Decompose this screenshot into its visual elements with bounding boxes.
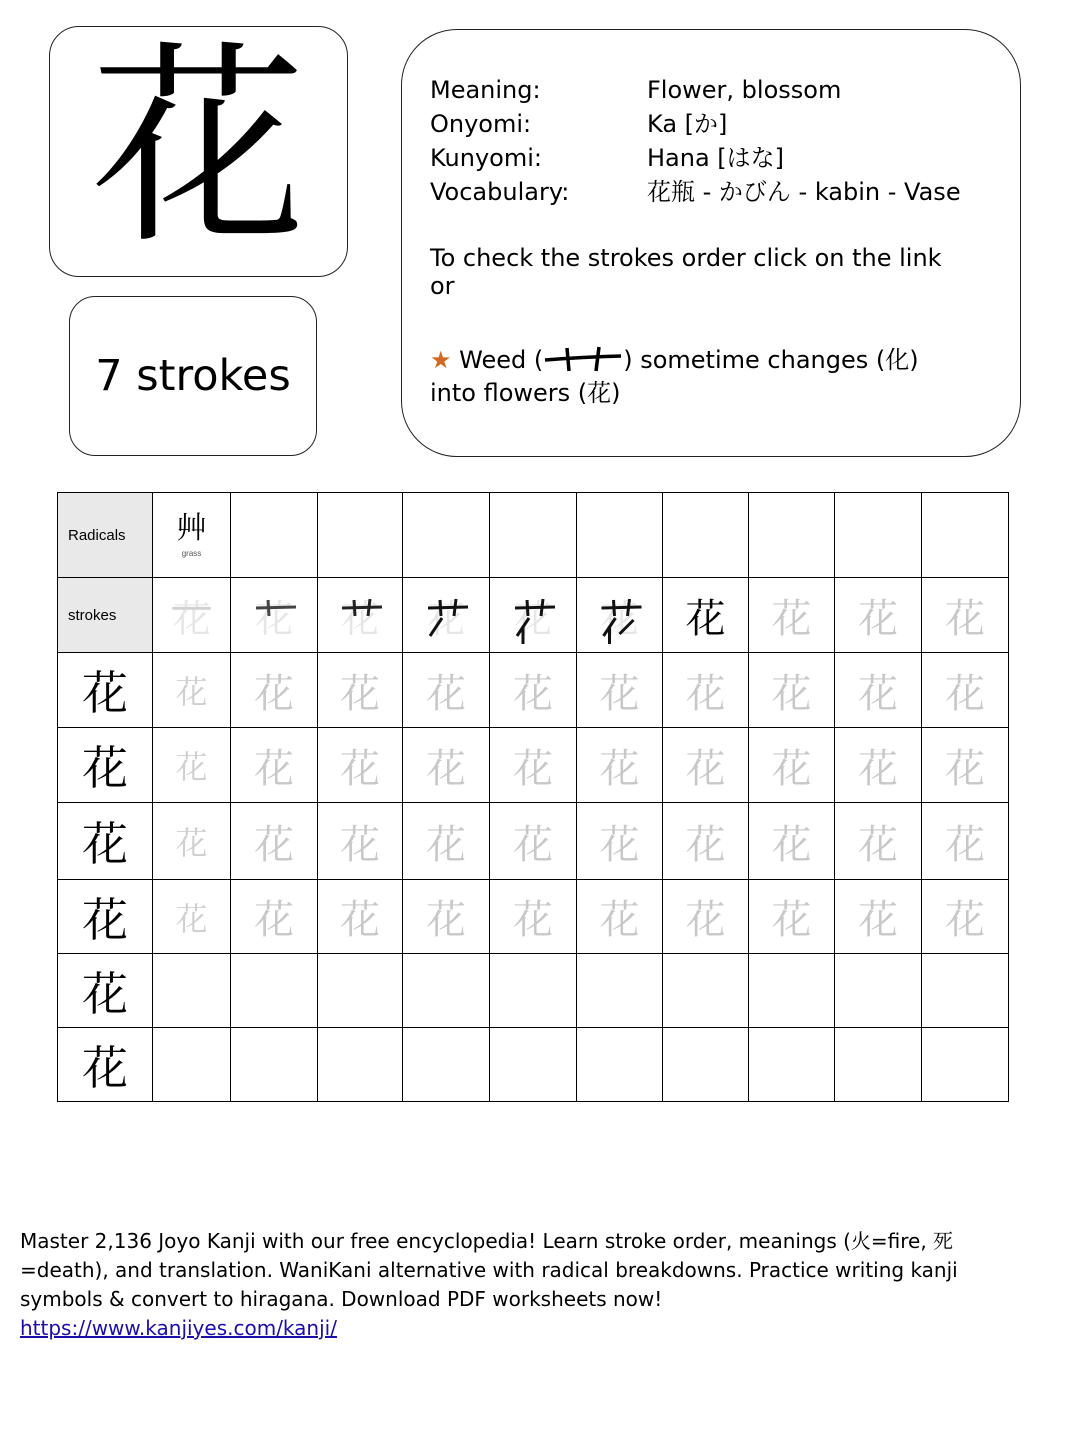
empty-cell — [318, 1028, 403, 1102]
trace-cell — [577, 880, 663, 954]
radicals-header: Radicals — [58, 493, 153, 578]
trace-char: 花 — [599, 670, 640, 717]
trace-cell — [490, 653, 577, 728]
trace-char: 花 — [340, 821, 380, 868]
vocabulary-value: 花瓶 - かびん - kabin - Vase — [647, 178, 961, 206]
empty-cell — [490, 493, 577, 578]
practice-row-blank — [58, 954, 1009, 1028]
empty-cell — [577, 954, 663, 1028]
trace-cell — [835, 653, 922, 728]
empty-cell — [835, 493, 922, 578]
onyomi-value: Ka [か] — [647, 110, 728, 138]
trace-char: 花 — [513, 745, 553, 792]
kanji-display-card — [49, 22, 348, 277]
empty-cell — [231, 1028, 318, 1102]
trace-char: 花 — [858, 745, 898, 792]
trace-cell — [663, 803, 749, 880]
trace-cell — [318, 803, 403, 880]
empty-cell — [577, 1028, 663, 1102]
trace-cell — [153, 803, 231, 880]
trace-cell — [922, 728, 1009, 803]
trace-char: 花 — [945, 897, 985, 943]
trace-char: 花 — [599, 821, 640, 868]
stroke-complete: 花 — [685, 595, 726, 642]
trace-cell — [231, 653, 318, 728]
trace-char: 花 — [599, 745, 640, 792]
model-cell — [58, 803, 153, 880]
trace-char: 花 — [771, 897, 812, 943]
stroke-step-7 — [663, 578, 749, 653]
empty-cell — [749, 493, 835, 578]
trace-cell — [153, 653, 231, 728]
model-cell — [58, 880, 153, 954]
model-char: 花 — [82, 892, 128, 947]
trace-cell — [749, 578, 835, 653]
trace-cell — [749, 728, 835, 803]
stroke-ghost: 花 — [513, 596, 552, 641]
kunyomi-label: Kunyomi: — [430, 144, 542, 172]
trace-cell — [318, 728, 403, 803]
trace-char: 花 — [858, 595, 898, 642]
trace-char: 花 — [771, 821, 812, 868]
stroke-order-link-text[interactable]: To check the strokes order click on the link — [430, 244, 942, 272]
practice-row-blank — [58, 1028, 1009, 1102]
trace-cell — [490, 728, 577, 803]
empty-cell — [749, 1028, 835, 1102]
trace-char: 花 — [945, 821, 985, 868]
stroke-step-1 — [153, 578, 231, 653]
trace-char: 花 — [340, 670, 380, 717]
trace-cell — [231, 728, 318, 803]
empty-cell — [318, 954, 403, 1028]
practice-row — [58, 653, 1009, 728]
trace-char: 花 — [771, 745, 812, 792]
empty-cell — [153, 1028, 231, 1102]
practice-grid — [57, 492, 1009, 1102]
trace-cell — [749, 653, 835, 728]
model-cell — [58, 954, 153, 1028]
stroke-step-2 — [231, 578, 318, 653]
trace-cell — [922, 803, 1009, 880]
radical-name: grass — [181, 548, 202, 558]
radical-cell — [153, 493, 231, 578]
trace-cell — [577, 803, 663, 880]
trace-cell — [577, 653, 663, 728]
weed-radical-image — [543, 344, 623, 372]
stroke-ink — [318, 578, 402, 652]
empty-cell — [490, 1028, 577, 1102]
vocabulary-label: Vocabulary: — [430, 178, 570, 206]
model-char: 花 — [82, 1040, 128, 1095]
empty-cell — [403, 954, 490, 1028]
trace-cell — [153, 880, 231, 954]
stroke-step-3 — [318, 578, 403, 653]
trace-char: 花 — [254, 821, 294, 868]
stroke-count-card — [69, 296, 317, 456]
practice-row — [58, 880, 1009, 954]
trace-char: 花 — [175, 748, 208, 786]
radicals-row — [58, 493, 1009, 578]
empty-cell — [663, 954, 749, 1028]
trace-cell — [835, 728, 922, 803]
trace-char: 花 — [685, 897, 726, 943]
stroke-ink — [403, 578, 489, 652]
kanji-large: 花 — [91, 22, 306, 273]
trace-cell — [663, 653, 749, 728]
radical-char: 艸 — [176, 510, 207, 546]
trace-char: 花 — [175, 824, 208, 862]
stroke-count-label: 7 strokes — [95, 351, 291, 401]
trace-char: 花 — [771, 595, 812, 642]
footer-text: Master 2,136 Joyo Kanji with our free encyclopedia! Learn stroke order, meanings (火=fire, 死=death), and translation. WaniKani alternative with radical breakdowns. Practice writing kanji symbols & convert to hiragana. Download PDF worksheets now! — [20, 1229, 958, 1311]
empty-cell — [403, 1028, 490, 1102]
model-char: 花 — [82, 666, 128, 720]
stroke-ghost: 花 — [254, 596, 293, 641]
empty-cell — [922, 1028, 1009, 1102]
trace-cell — [403, 880, 490, 954]
empty-cell — [663, 493, 749, 578]
kunyomi-value: Hana [はな] — [647, 144, 785, 172]
empty-cell — [231, 493, 318, 578]
trace-char: 花 — [426, 897, 466, 943]
stroke-order-note — [430, 244, 950, 300]
trace-char: 花 — [254, 745, 294, 792]
strokes-header: strokes — [58, 578, 153, 653]
meaning-label: Meaning: — [430, 76, 541, 104]
model-cell — [58, 728, 153, 803]
trace-cell — [318, 653, 403, 728]
trace-char: 花 — [685, 670, 726, 717]
empty-cell — [153, 954, 231, 1028]
trace-char: 花 — [858, 897, 898, 943]
stroke-ink — [153, 578, 230, 652]
empty-cell — [835, 1028, 922, 1102]
tip-text-pre: Weed ( — [451, 346, 544, 374]
trace-cell — [318, 880, 403, 954]
trace-cell — [749, 803, 835, 880]
trace-char: 花 — [685, 745, 726, 792]
trace-char: 花 — [513, 897, 553, 943]
empty-cell — [490, 954, 577, 1028]
empty-cell — [749, 954, 835, 1028]
trace-cell — [663, 728, 749, 803]
trace-cell — [231, 803, 318, 880]
stroke-ink — [490, 578, 576, 652]
trace-char: 花 — [340, 745, 380, 792]
trace-cell — [403, 803, 490, 880]
trace-char: 花 — [945, 745, 985, 792]
trace-char: 花 — [175, 673, 208, 711]
model-char: 花 — [82, 741, 128, 795]
stroke-ink — [231, 578, 317, 652]
trace-cell — [403, 728, 490, 803]
model-cell — [58, 1028, 153, 1102]
trace-char: 花 — [771, 670, 812, 717]
star-icon: ★ — [430, 346, 452, 374]
empty-cell — [835, 954, 922, 1028]
trace-char: 花 — [426, 821, 466, 868]
stroke-step-4 — [403, 578, 490, 653]
stroke-order-or: or — [430, 272, 455, 300]
trace-cell — [749, 880, 835, 954]
trace-cell — [403, 653, 490, 728]
footer — [20, 1227, 960, 1343]
trace-cell — [153, 728, 231, 803]
trace-char: 花 — [858, 821, 898, 868]
meaning-value: Flower, blossom — [647, 76, 842, 104]
trace-cell — [922, 880, 1009, 954]
trace-cell — [490, 880, 577, 954]
trace-cell — [922, 653, 1009, 728]
stroke-ghost: 花 — [172, 596, 211, 641]
trace-char: 花 — [945, 595, 985, 642]
stroke-step-5 — [490, 578, 577, 653]
trace-char: 花 — [513, 821, 553, 868]
trace-char: 花 — [945, 670, 985, 717]
info-card — [401, 29, 1021, 457]
empty-cell — [577, 493, 663, 578]
trace-cell — [835, 578, 922, 653]
trace-char: 花 — [175, 899, 208, 938]
strokes-row — [58, 578, 1009, 653]
trace-char: 花 — [426, 745, 466, 792]
trace-char: 花 — [858, 670, 898, 717]
practice-row — [58, 728, 1009, 803]
trace-cell — [835, 880, 922, 954]
trace-char: 花 — [254, 670, 294, 717]
empty-cell — [922, 954, 1009, 1028]
trace-char: 花 — [426, 670, 466, 717]
empty-cell — [663, 1028, 749, 1102]
trace-cell — [663, 880, 749, 954]
model-char: 花 — [82, 966, 128, 1021]
footer-link[interactable]: https://www.kanjiyes.com/kanji/ — [20, 1316, 337, 1340]
empty-cell — [922, 493, 1009, 578]
model-cell — [58, 653, 153, 728]
stroke-ghost: 花 — [426, 596, 465, 641]
trace-cell — [231, 880, 318, 954]
trace-cell — [835, 803, 922, 880]
stroke-step-6 — [577, 578, 663, 653]
stroke-ghost: 花 — [340, 596, 379, 641]
trace-char: 花 — [513, 670, 553, 717]
trace-char: 花 — [254, 897, 294, 943]
empty-cell — [318, 493, 403, 578]
trace-cell — [922, 578, 1009, 653]
practice-row — [58, 803, 1009, 880]
empty-cell — [403, 493, 490, 578]
tip-text-post: ) sometime changes (化) into flowers (花) — [430, 346, 919, 407]
model-char: 花 — [82, 817, 128, 871]
empty-cell — [231, 954, 318, 1028]
stroke-ghost: 花 — [600, 596, 639, 641]
mnemonic-tip — [430, 344, 970, 410]
onyomi-label: Onyomi: — [430, 110, 532, 138]
trace-char: 花 — [685, 821, 726, 868]
trace-cell — [577, 728, 663, 803]
trace-char: 花 — [340, 897, 380, 943]
trace-char: 花 — [599, 897, 640, 943]
trace-cell — [490, 803, 577, 880]
stroke-ink — [577, 578, 662, 652]
